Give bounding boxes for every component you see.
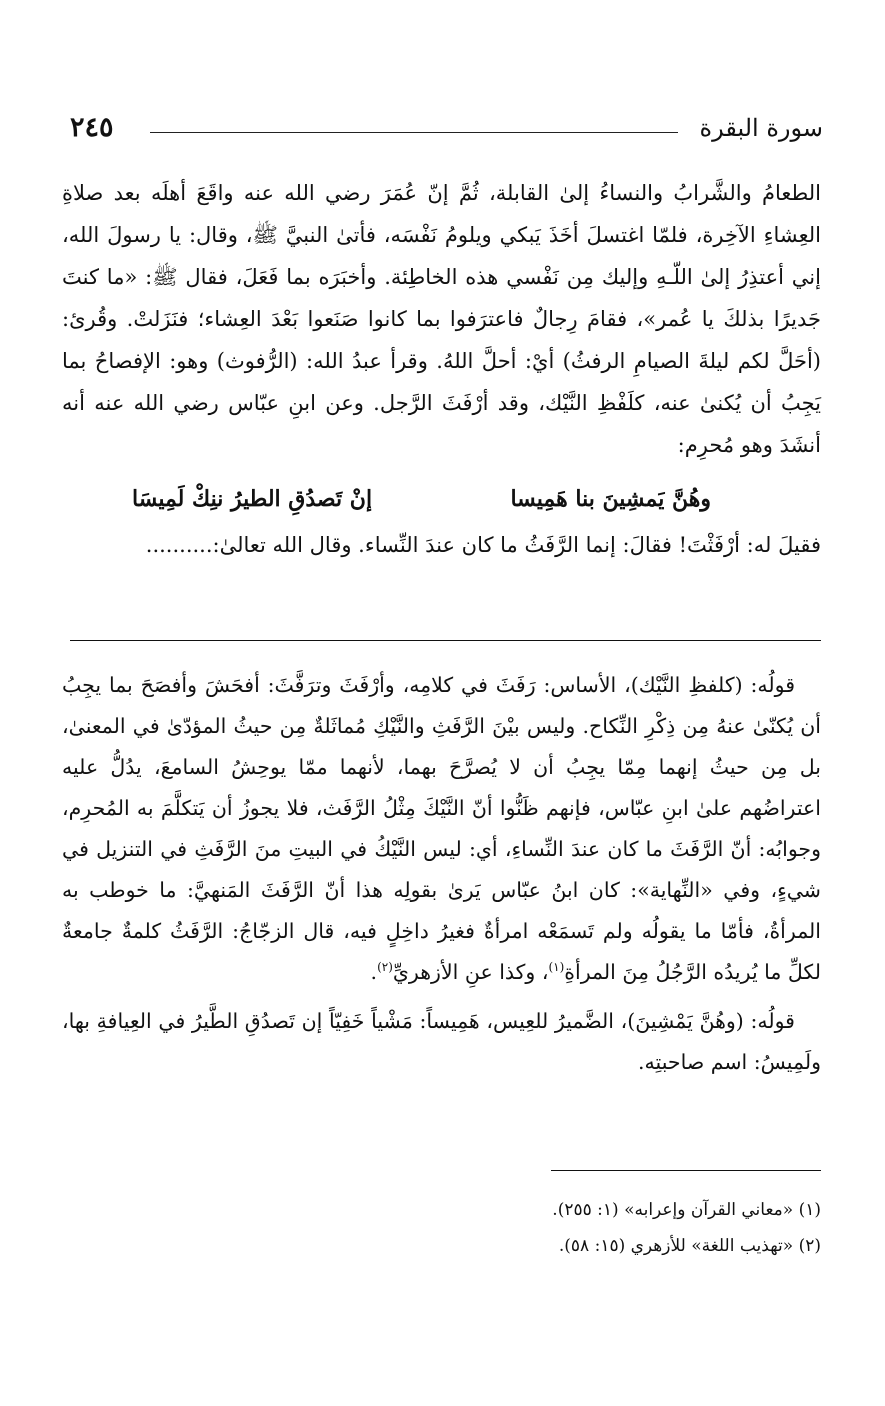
verse-first-hemistich: وهُنَّ يَمشِينَ بنا هَمِيسا (510, 486, 711, 512)
commentary-section (62, 665, 821, 1091)
footnote-1: (١) «معاني القرآن وإعرابه» (١: ٢٥٥). (552, 1200, 821, 1220)
footnote-2: (٢) «تهذيب اللغة» للأزهري (١٥: ٥٨). (558, 1236, 821, 1256)
footnote-separator (551, 1170, 821, 1171)
surah-title: سورة البقرة (699, 114, 823, 142)
main-text (62, 172, 821, 566)
footnote-ref-2[interactable]: (٢) (377, 960, 393, 975)
commentary-paragraph: قولُه: (وهُنَّ يَمْشِينَ)، الضَّميرُ للعِيس، هَمِيساً: مَشْياً خَفِيّاً إن تَصدُقِ الطَّيرُ في العِيافةِ بها، ولَمِيسُ: اسم صاحبتِه. (62, 1009, 821, 1074)
commentary-paragraph-text: قولُه: (كلفظِ النَّيْك)، الأساس: رَفَثَ في كلامِه، وأرْفَثَ وترَفَّثَ: أفحَشَ وأفصَحَ بما يجِبُ أن يُكنّىٰ عنهُ مِن ذِكْرِ النِّكاح. وليس بيْنَ الرَّفَثِ والنَّيْكِ مُماثَلةٌ مِن حيثُ المؤدّىٰ في المعنىٰ، بل مِن حيثُ إنهما مِمّا يجِبُ أن لا يُصرَّحَ بهما، لأنهما ممّا يوحِشُ السامعَ، يدُلُّ عليه اعتراضُهم علىٰ ابنِ عبّاس، فإنهم ظَنُّوا أنّ النَّيْكَ مِثْلُ الرَّفَث، فلا يجوزُ أن يَتكلَّمَ به المُحرِم، وجوابُه: أنّ الرَّفَثَ ما كان عندَ النِّساءِ، أي: ليس النَّيْكُ في البيتِ منَ الرَّفَثِ في التنزيل في شيءٍ، وفي «النِّهاية»: كان ابنُ عبّاس يَرىٰ بقولِه هذا أنّ الرَّفَثَ المَنهيَّ: ما خوطب به المرأةُ، فأمّا ما يقولُه ولم تَسمَعْه امرأةٌ فغيرُ داخِلٍ فيه، قال الزجّاجُ: الرَّفَثُ كلمةٌ جامعةٌ لكلِّ ما يُريدُه الرَّجُلُ مِنَ المرأةِ (62, 673, 821, 984)
page-number: ٢٤٥ (70, 112, 114, 143)
header-rule (150, 132, 678, 133)
poetry-verse (62, 478, 821, 520)
text-commentary-separator (70, 640, 821, 641)
after-verse-line: فقيلَ له: أرْفَثْتَ! فقالَ: إنما الرَّفَثُ ما كان عندَ النِّساء. وقال الله تعالىٰ:.......... (145, 533, 821, 557)
footnotes (200, 1192, 821, 1264)
commentary-paragraph (62, 665, 821, 993)
main-paragraph: الطعامُ والشَّرابُ والنساءُ إلىٰ القابلة، ثُمَّ إنّ عُمَرَ رضي الله عنه واقَعَ أهلَه بعد صلاةِ العِشاءِ الآخِرة، فلمّا اغتسلَ أخَذَ يَبكي ويلومُ نَفْسَه، فأتىٰ النبيَّ ﷺ، وقال: يا رسولَ الله، إني أعتذِرُ إلىٰ اللّـهِ وإليك مِن نَفْسي هذه الخاطِئة. وأخبَرَه بما فَعَلَ، فقال ﷺ: «ما كنتَ جَديرًا بذلكَ يا عُمر»، فقامَ رِجالٌ فاعترَفوا بما كانوا صَنَعوا بَعْدَ العِشاء؛ فنَزَلتْ. وقُرئ: (أحَلَّ لكم ليلةَ الصيامِ الرفثُ) أيْ: أحلَّ اللهُ. وقرأ عبدُ الله: (الرُّفوث) وهو: الإفصاحُ بما يَجِبُ أن يُكنىٰ عنه، كلَفْظِ النَّيْك، وقد أرْفَثَ الرَّجل. وعن ابنِ عبّاس رضي الله عنه أنه أنشَدَ وهو مُحرِم: (62, 181, 822, 457)
verse-second-hemistich: إنْ تَصدُقِ الطيرُ ننِكْ لَمِيسَا (132, 486, 373, 512)
footnote-ref-1[interactable]: (١) (548, 960, 565, 975)
page-header (70, 108, 823, 148)
commentary-paragraph-mid: ، وكذا عنِ الأزهريِّ (392, 960, 549, 984)
commentary-paragraph-end: . (370, 960, 378, 984)
